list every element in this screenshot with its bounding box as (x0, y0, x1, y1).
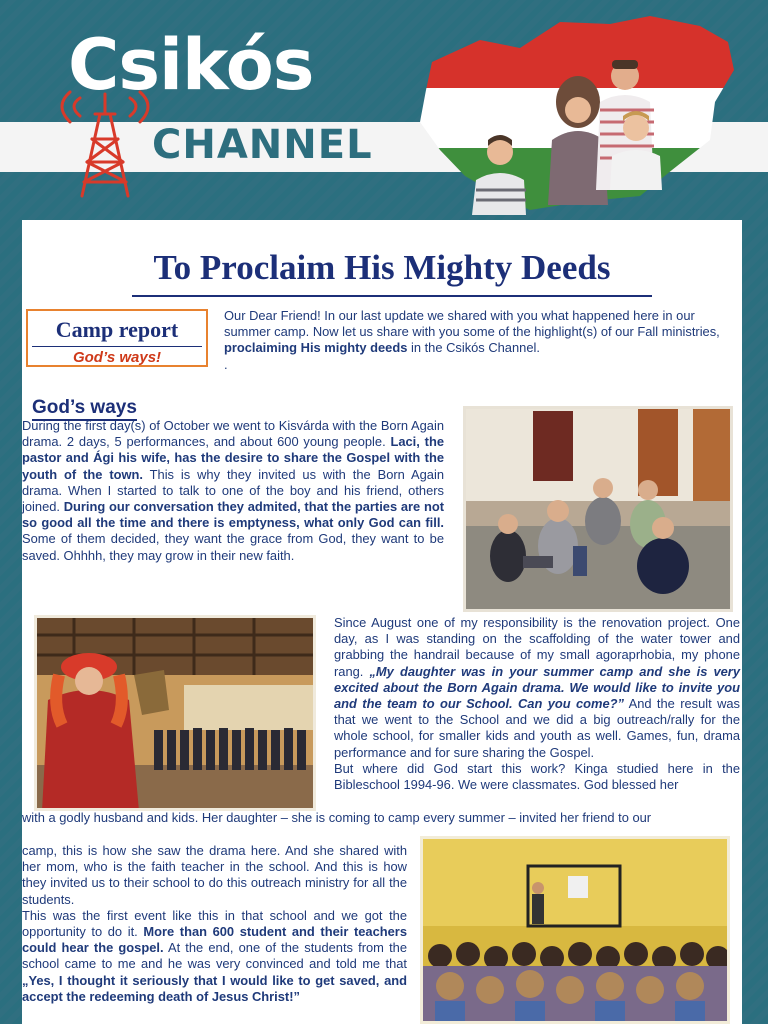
p2-bold-quote: „My daughter was in your summer camp and she is very excited about the Born Again drama. We would like to invite you and the team to our School. Can you come?” (334, 663, 740, 712)
p2-text-a: Since August one of my responsibility is the renovation project. One day, as I was standing on the scaffolding of the water tower and grabbing the handrail because of my small agoraprhobia, my phone rang. (334, 615, 740, 679)
p2-text-b: And the result was that we went to the School and we did a big outreach/rally for the whole school, for smaller kids and youth as well. Games, fun, drama performance and for sure sharing the Gospel. (334, 696, 740, 760)
p2-text-c: But where did God start this work? Kinga studied here in the Bibleschool 1994-96. We were classmates. God blessed her (334, 760, 740, 793)
p4-bold-a: More than 600 student and their teachers could hear the gospel. (22, 924, 407, 956)
photo-school-audience (420, 836, 730, 1024)
p1-bold-b: During our conversation they admited, that the parties are not so good all the time and there is emptyness, what only God can fill. (22, 499, 445, 531)
camp-report-subtitle: God’s ways! (72, 349, 162, 366)
p3-text: with a godly husband and kids. Her daughter – she is coming to camp every summer – invited her friend to our (22, 810, 652, 825)
photo-drama-performance (34, 615, 316, 811)
intro-period: . (224, 356, 228, 372)
p4-text-c: At the end, one of the students from the school came to me and he was very convinced and told me that (22, 940, 407, 972)
page-title: To Proclaim His Mighty Deeds (153, 248, 611, 287)
p1-bold-a: Laci, the pastor and Ági his wife, has the desire to share the Gospel with the youth of the town. (22, 434, 444, 482)
intro-text-end: in the Csikós Channel. (407, 340, 540, 356)
camp-report-heading: Camp report (55, 317, 179, 342)
intro-text: Our Dear Friend! In our last update we shared with you what happened here in our summer camp. Now let us share with you some of the highlight(s) of our Fall ministries, (224, 308, 720, 340)
photo-youth-conversation (463, 406, 733, 612)
paragraph-outreach (22, 843, 407, 1005)
paragraph-kisvarda (22, 418, 444, 564)
paragraph-school-invite (334, 615, 740, 793)
hungary-flag-map (410, 10, 750, 220)
p4-bold-quote: „Yes, I thought it seriously that I would like to get saved, and accept the redeeming death of Jesus Christ!” (22, 972, 407, 1004)
p4-text-b: This was the first event like this in that school and we got the opportunity to do it. (22, 907, 407, 940)
camp-report-divider (32, 346, 202, 347)
p1-text-a: During the first day(s) of October we went to Kisvárda with the Born Again drama. 2 days, 5 performances, and about 600 young people. (22, 418, 444, 450)
p1-text-b: This is why they invited us with the Born Again drama. When I started to talk to one of the boy and his friend, others joined. (22, 466, 444, 515)
logo-channel: CHANNEL (152, 122, 373, 168)
intro-paragraph (224, 308, 732, 373)
intro-bold: proclaiming His mighty deeds (224, 340, 408, 356)
p4-text-a: camp, this is how she saw the drama here. And she shared with her mom, who is the faith teacher in the school. And this is how they invited us to their school to do this outreach ministry for all the students. (22, 843, 407, 907)
paragraph-full-width (22, 810, 740, 826)
section-heading: God’s ways (32, 398, 137, 421)
newsletter-page (22, 220, 742, 1024)
p1-text-c: Some of them decided, they want the grace from God, they want to be saved. Ohhhh, they may grow in their new faith. (22, 531, 444, 563)
header-banner (0, 0, 768, 218)
camp-report-box (26, 309, 208, 367)
logo-csikos: Csikós (68, 24, 314, 106)
title-underline (132, 295, 652, 297)
